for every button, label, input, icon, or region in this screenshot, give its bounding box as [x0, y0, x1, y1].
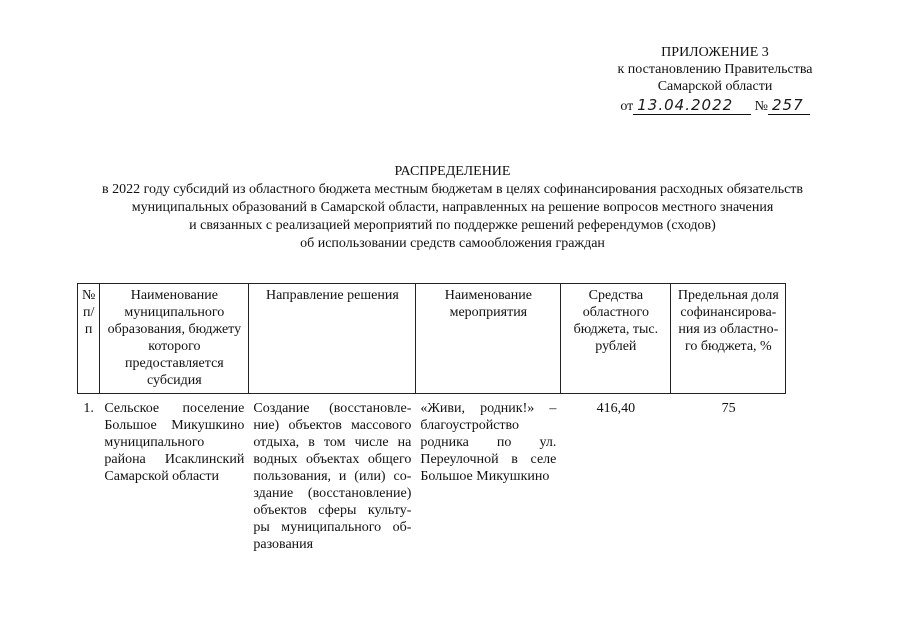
row-direction: Создание (восстановле-ние) объектов массового отдыха, в том числе на водных объектах общего пользования, и (или) со-здание (восстановление) объектов сферы культу-ры муниципального об-разования: [253, 401, 412, 552]
handwritten-date: 13.04.2022: [633, 96, 751, 115]
title-line-1: в 2022 году субсидий из областного бюджета местным бюджетам в целях софинансирования расходных обязательств: [101, 182, 804, 197]
appendix-block: [560, 44, 870, 115]
appendix-date-number: [560, 97, 870, 115]
appendix-decree: к постановлению Правительства: [617, 62, 813, 77]
appendix-region: Самарской области: [657, 79, 773, 94]
subsidy-table: [77, 283, 786, 553]
row-municipality: Сельское поселение Большое Микушкино муниципального района Исаклинский Самарской области: [104, 401, 245, 484]
table-header-row: [78, 284, 786, 394]
header-number: № п/п: [78, 284, 100, 394]
title-line-3: и связанных с реализацией мероприятий по поддержке решений референдумов (сходов): [189, 218, 716, 233]
header-event: Наименование мероприятия: [416, 284, 561, 394]
table-row: [78, 394, 786, 554]
header-direction: Направление решения: [249, 284, 416, 394]
header-share: Предельная доля софинансирова-ния из областно-го бюджета, %: [671, 284, 786, 394]
document-title: [40, 163, 865, 253]
row-share: 75: [721, 401, 736, 416]
title-heading: РАСПРЕДЕЛЕНИЕ: [394, 164, 511, 179]
row-event: «Живи, родник!» – благоустройство родника по ул. Переулочной в селе Большое Микушкино: [420, 401, 557, 484]
number-prefix: №: [754, 99, 769, 114]
header-municipality: Наименование муниципального образования, бюджету которого предоставляется субсидия: [100, 284, 249, 394]
appendix-title: ПРИЛОЖЕНИЕ 3: [661, 45, 769, 60]
date-prefix: от: [620, 99, 634, 114]
header-funds: Средства областного бюджета, тыс. рублей: [561, 284, 671, 394]
row-number: 1.: [83, 401, 94, 416]
handwritten-number: 257: [768, 96, 810, 115]
row-funds: 416,40: [596, 401, 636, 416]
title-line-4: об использовании средств самообложения граждан: [300, 236, 605, 251]
title-line-2: муниципальных образований в Самарской области, направленных на решение вопросов местного значения: [131, 200, 774, 215]
